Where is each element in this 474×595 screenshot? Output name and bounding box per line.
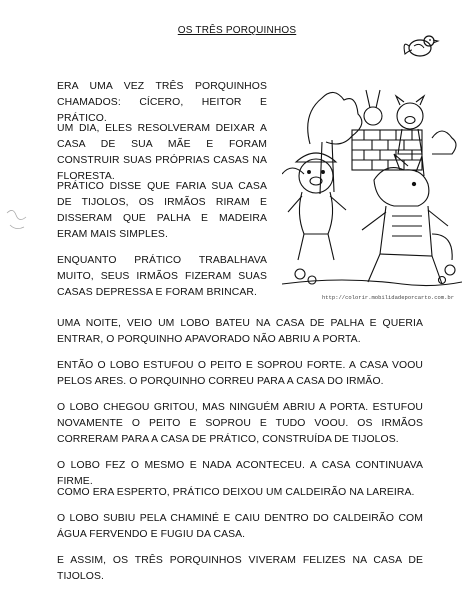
illustration-url: http://colorir.mobilidadeporcarto.com.br [322, 294, 455, 301]
story-title: OS TRÊS PORQUINHOS [177, 25, 297, 36]
paragraph-6: ENTÃO O LOBO ESTUFOU O PEITO E SOPROU FORTE. A CASA VOOU PELOS ARES. O PORQUINHO CORREU PARA A CASA DO IRMÃO. [57, 360, 423, 387]
paragraph-4: ENQUANTO PRÁTICO TRABALHAVA MUITO, SEUS IRMÃOS FIZERAM SUAS CASAS DEPRESSA E FORAM BRINCAR. [57, 255, 267, 298]
margin-scribble [4, 205, 30, 235]
paragraph-2: UM DIA, ELES RESOLVERAM DEIXAR A CASA DE SUA MÃE E FORAM CONSTRUIR SUAS PRÓPRIAS CASAS NA FLORESTA. [57, 123, 267, 182]
paragraph-11: E ASSIM, OS TRÊS PORQUINHOS VIVERAM FELIZES NA CASA DE TIJOLOS. [57, 555, 423, 582]
paragraph-10: O LOBO SUBIU PELA CHAMINÉ E CAIU DENTRO DO CALDEIRÃO COM ÁGUA FERVENDO E FUGIU DA CASA. [57, 513, 423, 540]
paragraph-5: UMA NOITE, VEIO UM LOBO BATEU NA CASA DE PALHA E QUERIA ENTRAR, O PORQUINHO APAVORADO NÃO ABRIU A PORTA. [57, 318, 423, 345]
paragraph-7: O LOBO CHEGOU GRITOU, MAS NINGUÉM ABRIU A PORTA. ESTUFOU NOVAMENTE O PEITO E SOPROU E TUDO VOOU. OS IRMÃOS CORRERAM PARA A CASA DE PRÁTICO, CONSTRUÍDA DE TIJOLOS. [57, 402, 423, 445]
paragraph-1: ERA UMA VEZ TRÊS PORQUINHOS CHAMADOS: CÍCERO, HEITOR E PRÁTICO. [57, 81, 267, 124]
bird-icon [400, 28, 440, 62]
three-pigs-illustration [282, 84, 462, 306]
paragraph-8: O LOBO FEZ O MESMO E NADA ACONTECEU. A CASA CONTINUAVA FIRME. [57, 460, 423, 487]
paragraph-9: COMO ERA ESPERTO, PRÁTICO DEIXOU UM CALDEIRÃO NA LAREIRA. [57, 487, 415, 498]
paragraph-3: PRÁTICO DISSE QUE FARIA SUA CASA DE TIJOLOS, OS IRMÃOS RIRAM E DISSERAM QUE PALHA E MADEIRA ERAM MAIS SIMPLES. [57, 181, 267, 240]
